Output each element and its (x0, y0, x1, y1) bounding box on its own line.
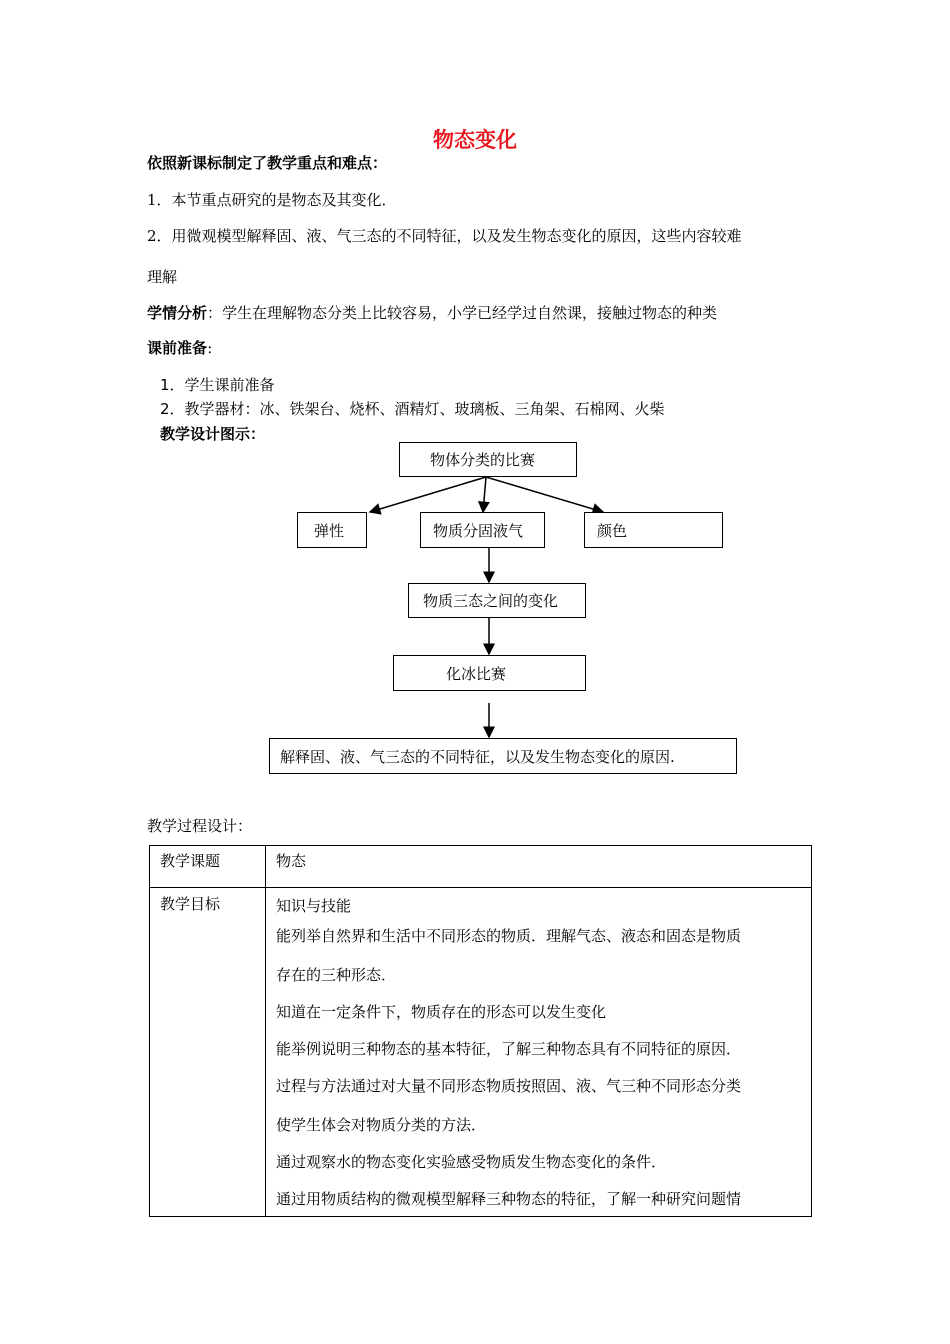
table-value-topic: 物态 (266, 846, 812, 888)
objective-line: 知道在一定条件下，物质存在的形态可以发生变化 (276, 1003, 607, 1021)
point-2-continued: 理解 (147, 268, 178, 286)
diagram-node-root: 物体分类的比赛 (399, 442, 577, 477)
objective-line: 通过观察水的物态变化实验感受物质发生物态变化的条件． (276, 1153, 667, 1171)
table-label-topic: 教学课题 (150, 846, 266, 888)
objective-line: 能举例说明三种物态的基本特征，了解三种物态具有不同特征的原因． (276, 1040, 742, 1058)
diagram-node-state-changes: 物质三态之间的变化 (408, 583, 586, 618)
document-title: 物态变化 (433, 128, 517, 152)
diagram-node-solid-liquid-gas: 物质分固液气 (420, 512, 545, 548)
diagram-heading: 教学设计图示： (160, 425, 266, 443)
diagram-node-color: 颜色 (584, 512, 723, 548)
objective-line: 通过用物质结构的微观模型解释三种物态的特征，了解一种研究问题情 (276, 1190, 742, 1208)
prep-heading-colon: ： (207, 342, 220, 356)
point-1: 1．本节重点研究的是物态及其变化． (147, 191, 397, 209)
table-label-objectives: 教学目标 (150, 888, 266, 1217)
objective-line: 存在的三种形态． (276, 966, 397, 984)
diagram-node-elasticity: 弹性 (297, 512, 367, 548)
analysis-text: ：学生在理解物态分类上比较容易，小学已经学过自然课，接触过物态的种类 (207, 304, 718, 322)
diagram-node-explanation: 解释固、液、气三态的不同特征，以及发生物态变化的原因. (269, 738, 737, 774)
objective-line: 能列举自然界和生活中不同形态的物质．理解气态、液态和固态是物质 (276, 927, 742, 945)
analysis-label: 学情分析 (147, 304, 208, 322)
table-row (150, 888, 812, 1217)
table-objectives-cell (266, 888, 812, 1217)
teaching-plan-table (149, 845, 812, 1217)
process-heading: 教学过程设计： (147, 817, 253, 835)
intro-heading: 依照新课标制定了教学重点和难点： (147, 154, 388, 172)
prep-item-2: 2．教学器材：冰、铁架台、烧杯、酒精灯、玻璃板、三角架、石棉网、火柴 (160, 400, 665, 418)
diagram-node-ice-melting: 化冰比赛 (393, 655, 586, 691)
objective-line: 知识与技能 (276, 897, 352, 915)
objective-line: 使学生体会对物质分类的方法． (276, 1116, 487, 1134)
point-2: 2．用微观模型解释固、液、气三态的不同特征，以及发生物态变化的原因，这些内容较难 (147, 227, 742, 245)
objective-line: 过程与方法通过对大量不同形态物质按照固、液、气三种不同形态分类 (276, 1077, 742, 1095)
prep-heading-label: 课前准备 (147, 339, 208, 357)
table-row (150, 846, 812, 888)
prep-item-1: 1．学生课前准备 (160, 376, 275, 394)
